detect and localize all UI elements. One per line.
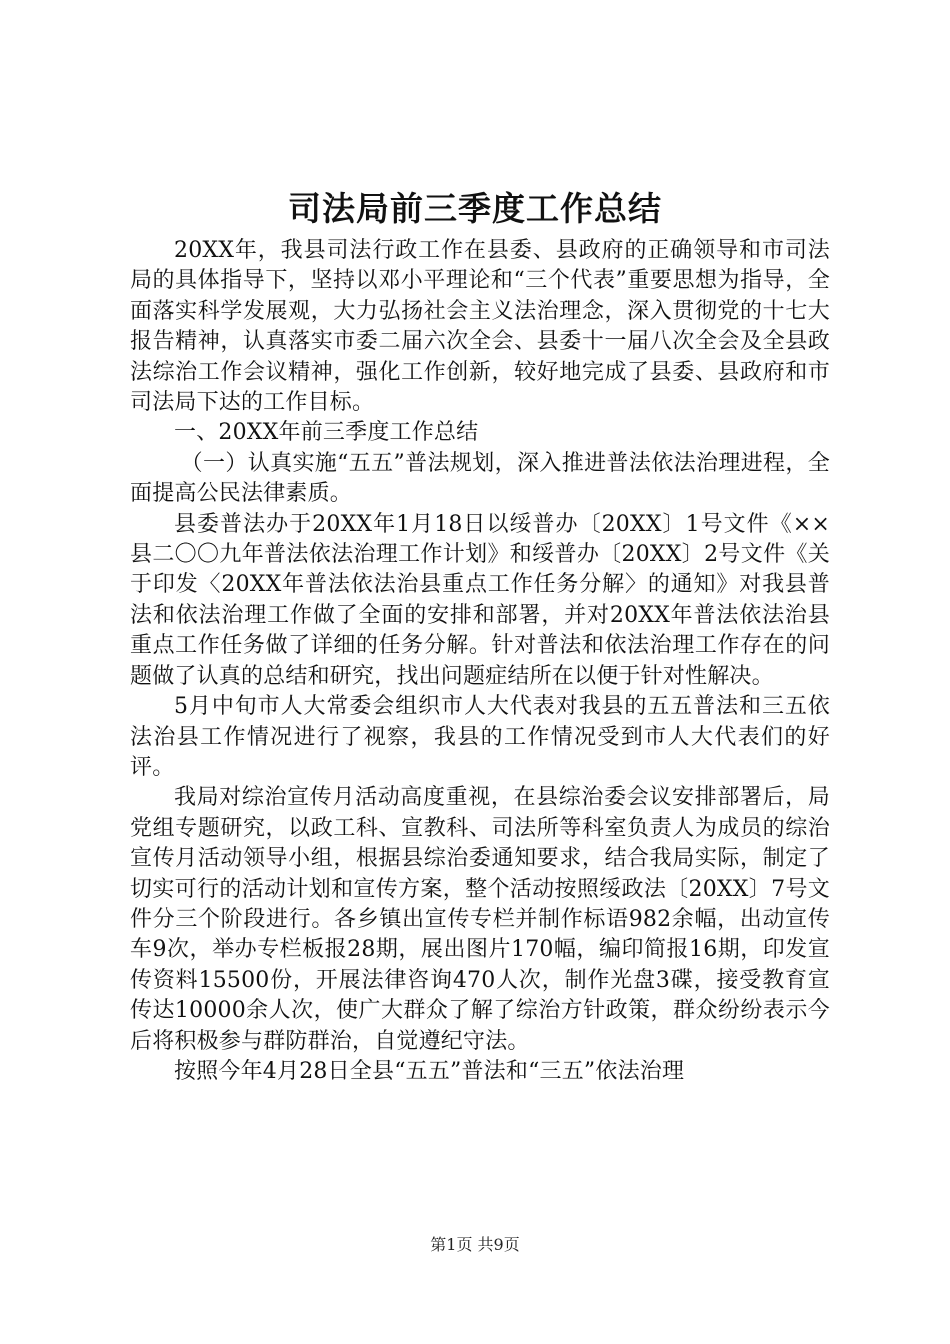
section-heading: 一、20XX年前三季度工作总结 bbox=[174, 420, 479, 446]
paragraph-continued: 按照今年4月28日全县“五五”普法和“三五”依法治理 bbox=[174, 1058, 685, 1084]
paragraph-plan: 县委普法办于20XX年1月18日以绥普办〔20XX〕1号文件《××县二〇〇九年普法依法治理工作计划》和绥普办〔20XX〕2号文件《关于印发〈20XX年普法依法治县重点工作任务分解〉的通知》对我县普法和依法治理工作做了全面的安排和部署，并对20XX年普法依法治县重点工作任务做了详细的任务分解。针对普法和依法治理工作存在的问题做了认真的总结和研究，找出问题症结所在以便于针对性解决。 bbox=[130, 511, 830, 689]
paragraph-intro: 20XX年，我县司法行政工作在县委、县政府的正确领导和市司法局的具体指导下，坚持以邓小平理论和“三个代表”重要思想为指导，全面落实科学发展观，大力弘扬社会主义法治理念，深入贯彻党的十七大报告精神，认真落实市委二届六次全会、县委十一届八次全会及全县政法综治工作会议精神，强化工作创新，较好地完成了县委、县政府和市司法局下达的工作目标。 bbox=[130, 238, 830, 416]
paragraph-publicity-month: 我局对综治宣传月活动高度重视，在县综治委会议安排部署后，局党组专题研究，以政工科、宣教科、司法所等科室负责人为成员的综治宣传月活动领导小组，根据县综治委通知要求，结合我局实际，制定了切实可行的活动计划和宣传方案，整个活动按照绥政法〔20XX〕7号文件分三个阶段进行。各乡镇出宣传专栏并制作标语982余幅，出动宣传车9次，举办专栏板报28期，展出图片170幅，编印简报16期，印发宣传资料15500份，开展法律咨询470人次，制作光盘3碟，接受教育宣传达10000余人次，使广大群众了解了综治方针政策，群众纷纷表示今后将积极参与群防群治，自觉遵纪守法。 bbox=[130, 785, 830, 1054]
paragraph-inspection: 5月中旬市人大常委会组织市人大代表对我县的五五普法和三五依法治县工作情况进行了视察，我县的工作情况受到市人大代表们的好评。 bbox=[130, 694, 830, 780]
document-body bbox=[130, 236, 830, 1087]
document-title: 司法局前三季度工作总结 bbox=[288, 189, 662, 228]
page-number: 第1页 共9页 bbox=[430, 1235, 520, 1254]
subsection-heading: （一）认真实施“五五”普法规划，深入推进普法依法治理进程，全面提高公民法律素质。 bbox=[130, 450, 830, 507]
